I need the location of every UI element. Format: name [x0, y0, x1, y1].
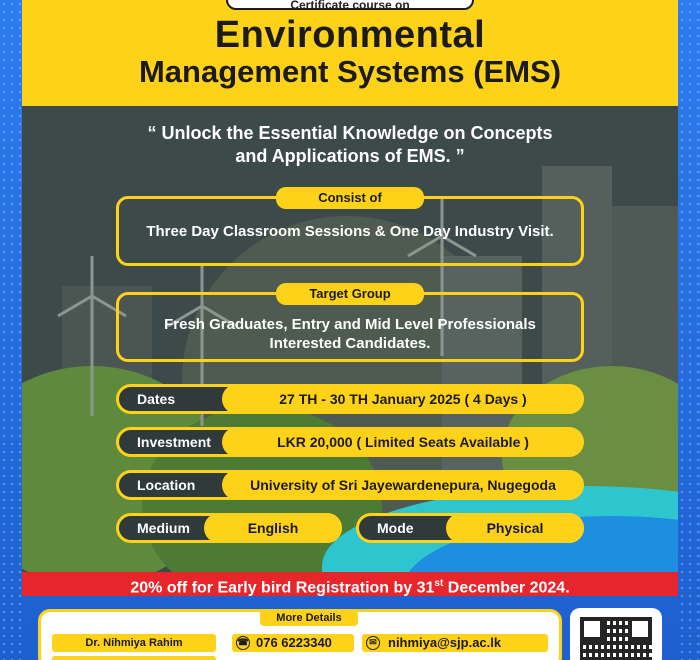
consist-of-text: Three Day Classroom Sessions & One Day Industry Visit.: [146, 223, 554, 240]
mail-icon: ✉: [366, 636, 380, 650]
dates-value: 27 TH - 30 TH January 2025 ( 4 Days ): [222, 384, 584, 414]
promo-superscript: st: [434, 578, 444, 589]
medium-label: Medium: [116, 513, 342, 543]
contact-email[interactable]: [362, 634, 548, 652]
qr-code-icon[interactable]: [580, 617, 652, 660]
early-bird-banner: [22, 572, 678, 596]
location-label: Location: [116, 470, 256, 500]
mode-label: Mode: [356, 513, 584, 543]
target-group-text: [119, 315, 581, 353]
phone-number: 076 6223340: [256, 635, 332, 650]
title-line-1: Environmental: [214, 14, 486, 56]
location-value: University of Sri Jayewardenepura, Nugegoda: [222, 470, 584, 500]
contact-name: Dr. Nihmiya Rahim: [52, 634, 216, 652]
investment-value: LKR 20,000 ( Limited Seats Available ): [222, 427, 584, 457]
contact-phone[interactable]: [232, 634, 354, 652]
dates-label: Dates: [116, 384, 256, 414]
quote-line-2: and Applications of EMS. ”: [235, 146, 465, 166]
target-group-tag: Target Group: [276, 283, 424, 305]
decorative-dots-left: [0, 0, 22, 660]
second-contact-row: [52, 656, 216, 660]
medium-value: English: [204, 513, 342, 543]
target-group-line-2: Interested Candidates.: [269, 335, 431, 352]
tagline-quote: [0, 122, 700, 168]
more-details-tag: More Details: [260, 610, 358, 626]
consist-of-tag: Consist of: [276, 187, 424, 209]
course-type-label: Certificate course on: [226, 0, 474, 10]
promo-text-end: December 2024.: [443, 579, 570, 597]
quote-line-1: “ Unlock the Essential Knowledge on Concepts: [147, 123, 553, 143]
title-line-2: Management Systems (EMS): [138, 54, 562, 89]
email-address: nihmiya@sjp.ac.lk: [388, 635, 502, 650]
target-group-line-1: Fresh Graduates, Entry and Mid Level Professionals: [164, 316, 536, 333]
phone-icon: ☎: [236, 636, 250, 650]
promo-text: 20% off for Early bird Registration by 31: [130, 579, 435, 597]
decorative-dots-right: [678, 0, 700, 660]
investment-label: Investment: [116, 427, 256, 457]
mode-value: Physical: [446, 513, 584, 543]
